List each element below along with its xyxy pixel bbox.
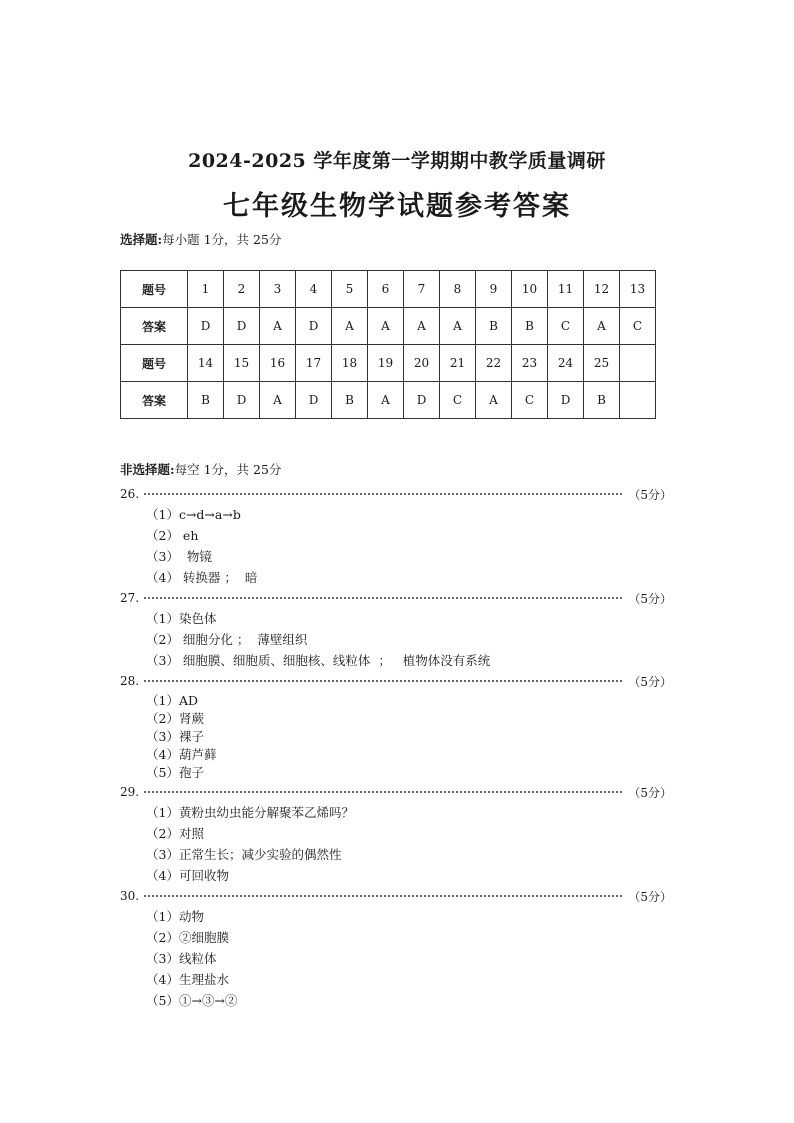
row-label: 答案 — [121, 308, 188, 345]
answer-line: （4）生理盐水 — [146, 972, 229, 987]
answer-key-title: 七年级生物学试题参考答案 — [223, 191, 571, 222]
leader-dots — [143, 791, 624, 793]
answer-cell: D — [296, 308, 332, 345]
question-number-cell: 7 — [404, 271, 440, 308]
question-number-cell: 4 — [296, 271, 332, 308]
answer-cell — [620, 382, 656, 419]
answer-line: （1）c→d→a→b — [146, 507, 241, 522]
question-number-cell: 24 — [548, 345, 584, 382]
answer-cell: B — [188, 382, 224, 419]
question-number-cell: 1 — [188, 271, 224, 308]
answer-line: （1）黄粉虫幼虫能分解聚苯乙烯吗？ — [146, 805, 354, 820]
answer-cell: D — [224, 308, 260, 345]
question-number-cell: 11 — [548, 271, 584, 308]
nonchoice-section-note: 每空 1分，共 25分 — [174, 462, 282, 477]
answer-cell: D — [224, 382, 260, 419]
answer-line: （5）孢子 — [146, 765, 204, 780]
question-number-cell: 21 — [440, 345, 476, 382]
answer-cell: B — [476, 308, 512, 345]
question-number: 30. — [120, 889, 140, 903]
answer-cell: D — [188, 308, 224, 345]
question-header — [120, 887, 672, 905]
row-label: 题号 — [121, 271, 188, 308]
choice-section-note: 每小题 1分，共 25分 — [162, 232, 282, 247]
answer-line: （2）对照 — [146, 826, 204, 841]
answer-line: （3） 物镜 — [146, 549, 212, 564]
answer-cell: A — [368, 382, 404, 419]
answer-cell: C — [548, 308, 584, 345]
leader-dots — [143, 493, 624, 495]
question-number-cell: 5 — [332, 271, 368, 308]
answer-cell: D — [296, 382, 332, 419]
question-number-cell: 20 — [404, 345, 440, 382]
answer-cell: C — [440, 382, 476, 419]
answer-line: （2）肾蕨 — [146, 711, 204, 726]
question-number-cell: 2 — [224, 271, 260, 308]
question-number-cell: 6 — [368, 271, 404, 308]
table-answer-row — [121, 382, 656, 419]
question-number: 29. — [120, 785, 140, 799]
answer-line: （2） 细胞分化 ； 薄壁组织 — [146, 632, 308, 647]
answer-line: （3）线粒体 — [146, 951, 217, 966]
answer-line: （1）动物 — [146, 909, 204, 924]
choice-section-label: 选择题: — [120, 232, 163, 247]
answer-cell: B — [584, 382, 620, 419]
question-score: （5分） — [628, 889, 672, 904]
exam-title: 2024-2025 学年度第一学期期中教学质量调研 — [188, 150, 606, 172]
question-number-cell: 9 — [476, 271, 512, 308]
answer-cell: C — [512, 382, 548, 419]
answer-line: （3）正常生长；减少实验的偶然性 — [146, 847, 342, 862]
answer-line: （1）AD — [146, 693, 199, 708]
question-number-cell: 14 — [188, 345, 224, 382]
question-score: （5分） — [628, 674, 672, 689]
question-number-cell: 19 — [368, 345, 404, 382]
question-number-cell: 3 — [260, 271, 296, 308]
answer-cell: A — [584, 308, 620, 345]
question-number-cell: 12 — [584, 271, 620, 308]
question-number: 27. — [120, 591, 140, 605]
question-number-cell: 13 — [620, 271, 656, 308]
question-number-cell: 22 — [476, 345, 512, 382]
choice-answer-table — [120, 270, 656, 419]
answer-cell: A — [476, 382, 512, 419]
row-label: 答案 — [121, 382, 188, 419]
question-score: （5分） — [628, 487, 672, 502]
row-label: 题号 — [121, 345, 188, 382]
question-number-cell: 15 — [224, 345, 260, 382]
answer-line: （3） 细胞膜、细胞质、细胞核、线粒体 ； 植物体没有系统 — [146, 653, 491, 668]
question-header — [120, 672, 672, 690]
answer-line: （3）裸子 — [146, 729, 204, 744]
nonchoice-section-heading — [120, 460, 281, 478]
question-number-cell: 16 — [260, 345, 296, 382]
answer-cell: A — [368, 308, 404, 345]
answer-line: （2） eh — [146, 528, 199, 543]
answer-cell: D — [404, 382, 440, 419]
leader-dots — [143, 597, 624, 599]
question-number-cell: 17 — [296, 345, 332, 382]
answer-cell: A — [260, 308, 296, 345]
answer-cell: A — [260, 382, 296, 419]
leader-dots — [143, 680, 624, 682]
question-number-cell: 8 — [440, 271, 476, 308]
answer-cell: A — [440, 308, 476, 345]
question-number-cell: 18 — [332, 345, 368, 382]
answer-line: （4）葫芦藓 — [146, 747, 217, 762]
question-header — [120, 783, 672, 801]
table-number-row — [121, 271, 656, 308]
nonchoice-section-label: 非选择题: — [120, 462, 175, 477]
question-header — [120, 589, 672, 607]
table-number-row — [121, 345, 656, 382]
table-answer-row — [121, 308, 656, 345]
answer-line: （5）①→③→② — [146, 993, 238, 1008]
answer-cell: C — [620, 308, 656, 345]
answer-line: （4） 转换器 ； 暗 — [146, 570, 258, 585]
question-number-cell: 10 — [512, 271, 548, 308]
choice-section-heading — [120, 230, 281, 248]
question-score: （5分） — [628, 591, 672, 606]
question-number: 26. — [120, 487, 140, 501]
question-score: （5分） — [628, 785, 672, 800]
answer-line: （4）可回收物 — [146, 868, 229, 883]
answer-cell: D — [548, 382, 584, 419]
question-number-cell — [620, 345, 656, 382]
question-number-cell: 25 — [584, 345, 620, 382]
leader-dots — [143, 895, 624, 897]
question-number-cell: 23 — [512, 345, 548, 382]
answer-cell: B — [512, 308, 548, 345]
question-header — [120, 485, 672, 503]
answer-cell: A — [332, 308, 368, 345]
answer-cell: B — [332, 382, 368, 419]
answer-cell: A — [404, 308, 440, 345]
question-number: 28. — [120, 674, 140, 688]
answer-line: （1）染色体 — [146, 611, 217, 626]
answer-line: （2）②细胞膜 — [146, 930, 229, 945]
